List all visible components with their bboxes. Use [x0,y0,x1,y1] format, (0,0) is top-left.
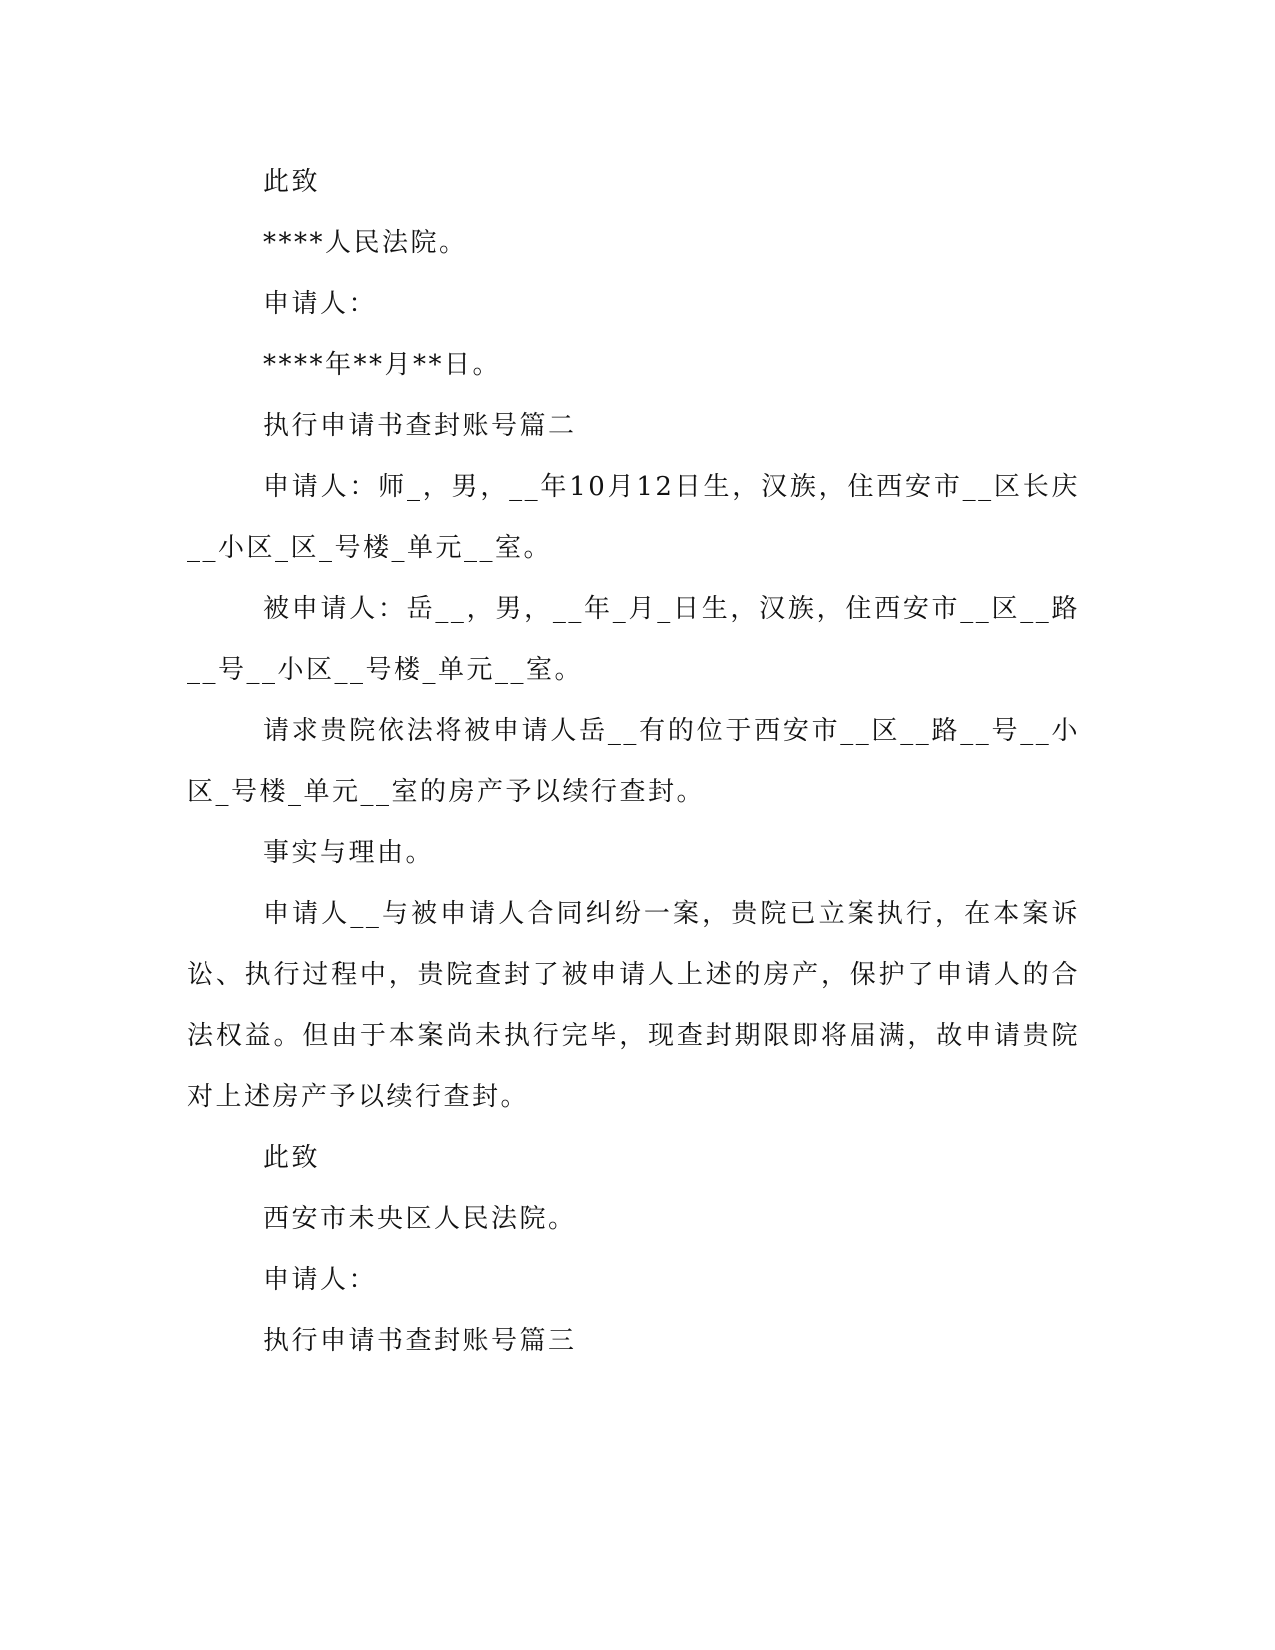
section-heading-2: 执行申请书查封账号篇二 [263,411,577,441]
section-heading-3: 执行申请书查封账号篇三 [263,1326,577,1356]
facts-heading: 事实与理由。 [263,838,435,868]
applicant-signature-label-2: 申请人： [263,1265,378,1295]
court-recipient-2: 西安市未央区人民法院。 [263,1204,577,1234]
court-recipient: ****人民法院。 [263,228,468,258]
respondent-info: 被申请人：岳__，男，__年_月_日生，汉族，住西安市__区__路__号__小区__号楼_单元__室。 [187,594,1080,685]
facts-paragraph: 申请人__与被申请人合同纠纷一案，贵院已立案执行，在本案诉讼、执行过程中，贵院查封了被申请人上述的房产，保护了申请人的合法权益。但由于本案尚未执行完毕，现查封期限即将届满，故申请贵院对上述房产予以续行查封。 [187,899,1080,1112]
applicant-signature-label: 申请人： [263,289,378,319]
closing-salutation-2: 此致 [263,1143,321,1173]
closing-salutation: 此致 [263,167,321,197]
document-body [187,152,1080,1372]
applicant-info: 申请人：师_，男，__年10月12日生，汉族，住西安市__区长庆__小区_区_号楼_单元__室。 [187,472,1080,563]
date-line: ****年**月**日。 [263,350,502,380]
request-paragraph: 请求贵院依法将被申请人岳__有的位于西安市__区__路__号__小区_号楼_单元__室的房产予以续行查封。 [187,716,1080,807]
